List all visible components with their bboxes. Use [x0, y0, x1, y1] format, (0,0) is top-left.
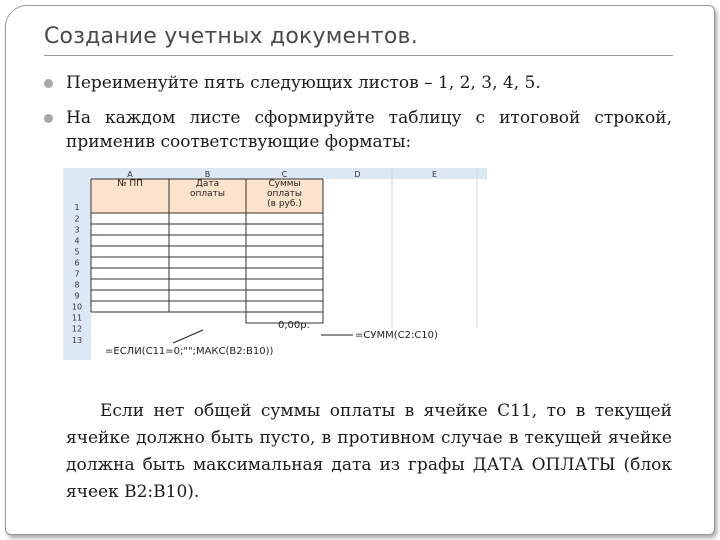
- table-header: № ПП: [117, 179, 143, 189]
- row-number: 3: [74, 225, 80, 235]
- row-number: 9: [74, 291, 80, 301]
- row-number: 13: [71, 336, 83, 345]
- bullet-text: На каждом листе сформируйте таблицу с итоговой строкой, применив соответствующие форматы:: [66, 108, 672, 152]
- row-number: 5: [74, 247, 80, 257]
- slide-title: Создание учетных документов.: [44, 24, 418, 49]
- column-header: A: [127, 170, 133, 179]
- row-number: 1: [74, 203, 80, 212]
- row-number: 4: [74, 236, 80, 246]
- spreadsheet-image: [63, 168, 487, 360]
- row-number: 8: [74, 280, 80, 290]
- total-value: 0,00р.: [278, 320, 310, 331]
- table-header: Суммы оплаты (в руб.): [266, 179, 303, 209]
- row-number: 6: [74, 258, 80, 268]
- row-number: 10: [71, 302, 83, 312]
- column-header: E: [431, 170, 438, 179]
- title-divider: [44, 55, 673, 56]
- row-number: 7: [74, 269, 80, 279]
- row-number: 12: [71, 324, 83, 334]
- formula-max-annotation: =ЕСЛИ(C11=0;"";МАКС(B2:B10)): [105, 346, 274, 357]
- table-header: Дата оплаты: [189, 179, 226, 199]
- bullet-item: [44, 71, 672, 95]
- bullet-text: Переименуйте пять следующих листов – 1, 2, 3, 4, 5.: [66, 73, 541, 93]
- spreadsheet-svg: [63, 168, 487, 360]
- column-header: D: [354, 170, 361, 179]
- bullet-dot-icon: [44, 114, 53, 123]
- max-arrow: [173, 330, 203, 343]
- row-number: 2: [74, 214, 80, 224]
- explanation-paragraph: Если нет общей суммы оплаты в ячейке С11, то в текущей ячейке должно быть пусто, в противном случае в текущей ячейке должна быть максимальная дата из графы ДАТА ОПЛАТЫ (блок ячеек В2:В10).: [66, 401, 672, 502]
- bullet-dot-icon: [44, 79, 53, 88]
- formula-sum-annotation: =СУММ(C2:C10): [355, 330, 438, 341]
- bullet-item: [44, 106, 672, 154]
- column-header: C: [281, 170, 288, 179]
- column-header: B: [204, 170, 211, 179]
- row-number: 11: [71, 313, 83, 323]
